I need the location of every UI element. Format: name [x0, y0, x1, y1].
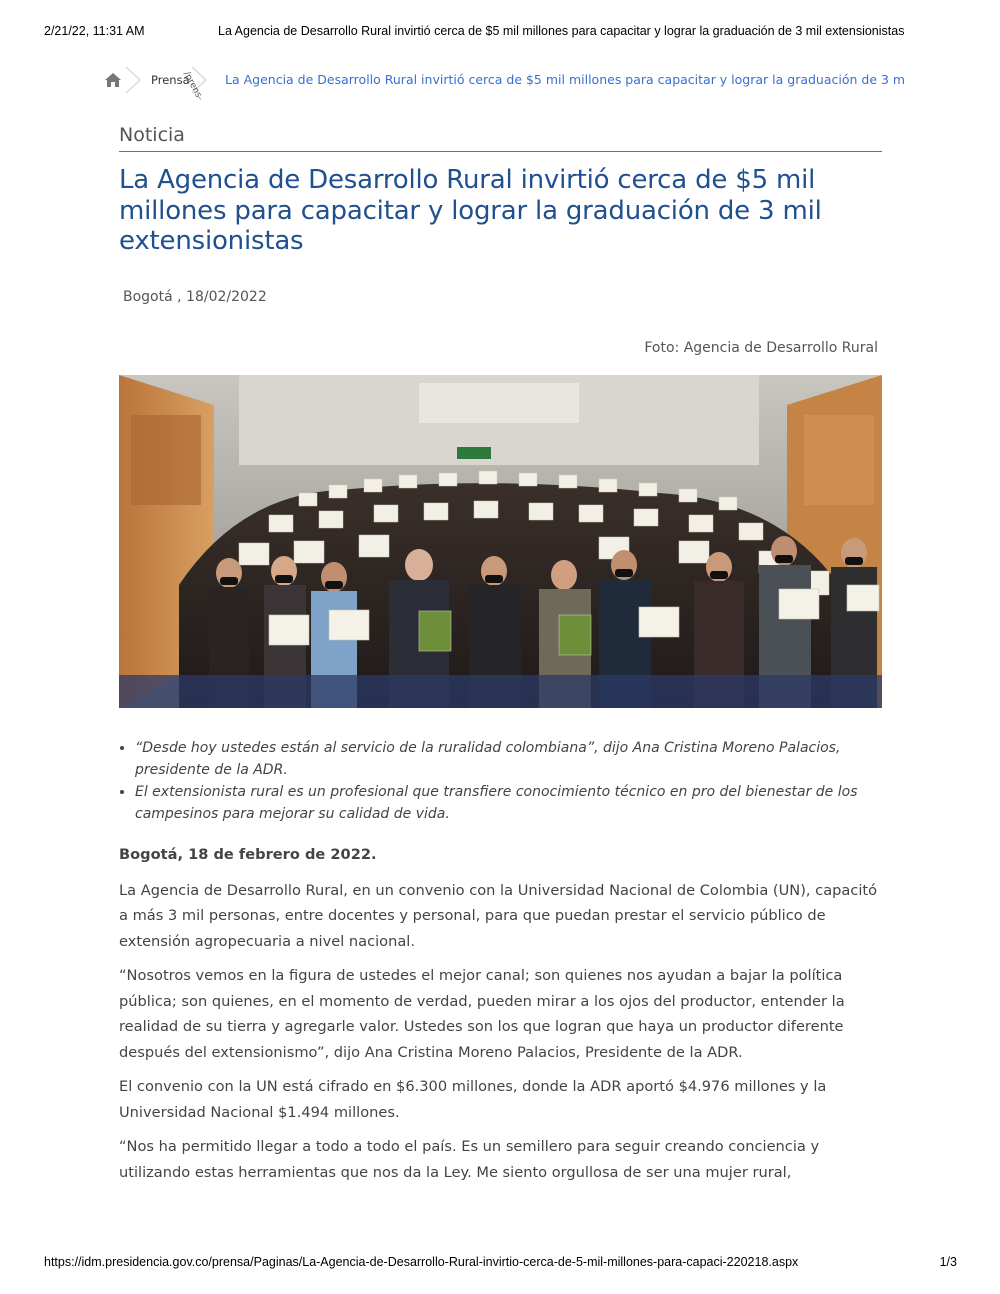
section-divider: [119, 151, 882, 152]
article-paragraph: La Agencia de Desarrollo Rural, en un convenio con la Universidad Nacional de Colombia (UN), capacitó a más 3 mil personas, entre docentes y personal, para que puedan prestar el servicio público de extensión agropecuaria a nivel nacional.: [119, 881, 878, 950]
article-paragraph: “Nosotros vemos en la figura de ustedes el mejor canal; son quienes nos ayudan a bajar la política pública; son quienes, en el momento de verdad, pueden mirar a los ojos del productor, entender la realidad de su tierra y agregarle valor. Ustedes son los que logran que haya un productor diferente después del extensionismo”, dijo Ana Cristina Moreno Palacios, Presidente de la ADR.: [119, 967, 845, 1061]
article-lead: Bogotá, 18 de febrero de 2022.: [119, 846, 377, 863]
article-paragraph: “Nos ha permitido llegar a todo a todo el país. Es un semillero para seguir creando conciencia y utilizando estas herramientas que nos da la Ley. Me siento orgullosa de ser una mujer rural,: [119, 1138, 820, 1181]
print-url: https://idm.presidencia.gov.co/prensa/Paginas/La-Agencia-de-Desarrollo-Rural-invirtio-cerca-de-5-mil-millones-para-capaci-220218.aspx: [44, 1255, 799, 1269]
breadcrumb: [104, 64, 906, 103]
article-body: [119, 842, 884, 1194]
print-page-number: 1/3: [939, 1255, 957, 1269]
print-page-title: La Agencia de Desarrollo Rural invirtió cerca de $5 mil millones para capacitar y lograr la graduación de 3 mil extensionistas: [218, 24, 905, 38]
group-photo-illustration: [119, 375, 882, 708]
home-icon[interactable]: [104, 72, 122, 88]
article-highlights: [117, 737, 905, 825]
photo-credit: Foto: Agencia de Desarrollo Rural: [644, 340, 878, 356]
highlight-item: • El extensionista rural es un profesional que transfiere conocimiento técnico en pro del bienestar de los campesinos para mejorar su calidad de vida.: [135, 781, 905, 825]
article-photo: [119, 375, 882, 708]
breadcrumb-separator-icon: [124, 66, 142, 94]
print-date: 2/21/22, 11:31 AM: [44, 24, 145, 38]
breadcrumb-overlap-text: /prens-: [181, 70, 205, 103]
article-paragraph: El convenio con la UN está cifrado en $6.300 millones, donde la ADR aportó $4.976 millones y la Universidad Nacional $1.494 millones.: [119, 1078, 827, 1121]
breadcrumb-current-page[interactable]: La Agencia de Desarrollo Rural invirtió cerca de $5 mil millones para capacitar y lograr la graduación de 3 m: [225, 72, 906, 87]
highlight-item: • “Desde hoy ustedes están al servicio de la ruralidad colombiana”, dijo Ana Cristina Moreno Palacios, presidente de la ADR.: [135, 737, 905, 781]
article-dateline: Bogotá , 18/02/2022: [123, 289, 267, 305]
article-headline: La Agencia de Desarrollo Rural invirtió cerca de $5 mil millones para capacitar y lograr la graduación de 3 mil extensionistas: [119, 165, 822, 256]
section-label: Noticia: [119, 124, 185, 146]
breadcrumb-prensa-link[interactable]: Prensa: [151, 73, 190, 87]
